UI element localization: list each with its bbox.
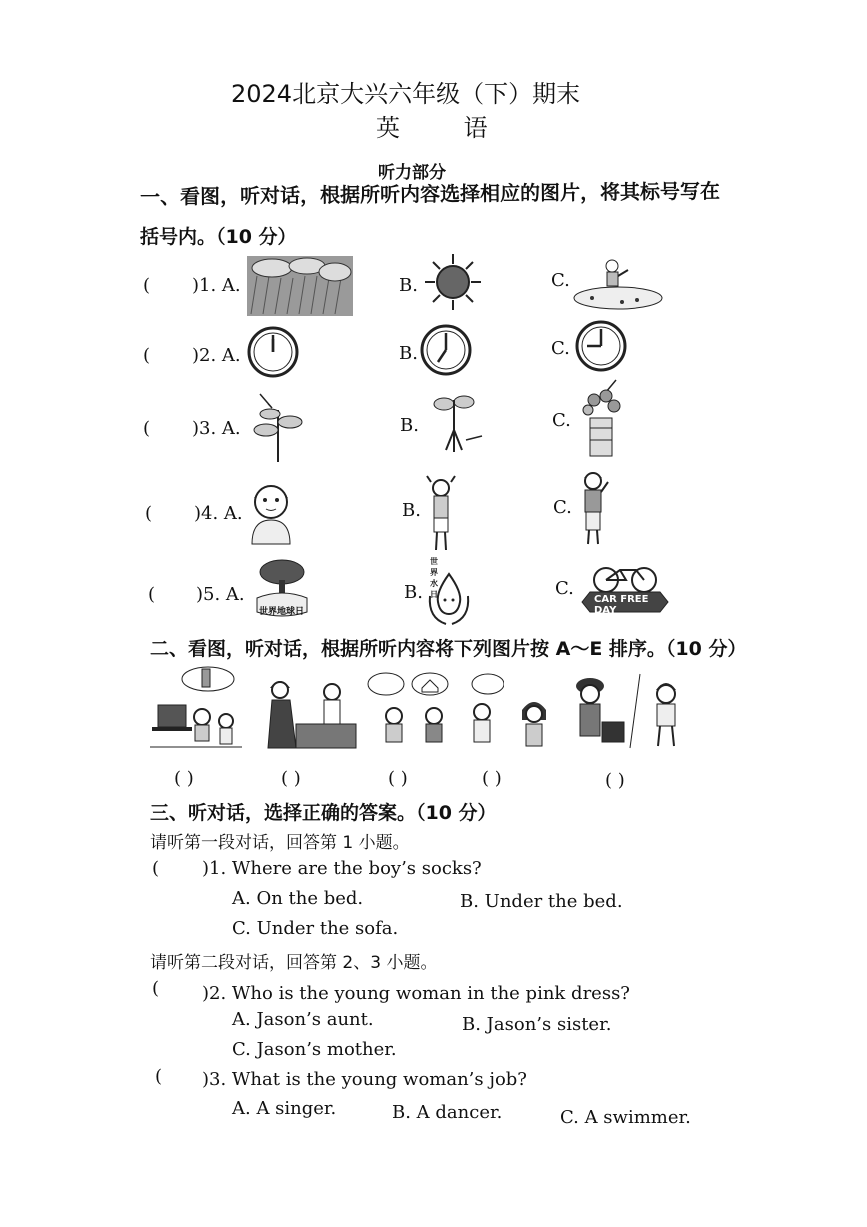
boy-face-picture[interactable] <box>246 476 296 546</box>
question-2-label: )2. A. <box>192 345 241 366</box>
clock-7-picture[interactable] <box>420 324 472 376</box>
dialog-2-prompt: 请听第二段对话，回答第 2、3 小题。 <box>150 953 438 973</box>
earth-day-tree-picture[interactable] <box>253 558 311 622</box>
scene-4-picture[interactable] <box>514 696 554 754</box>
option-c-label: C. <box>551 270 570 291</box>
q3-option-b[interactable]: B. A dancer. <box>392 1102 503 1123</box>
boy-standing-picture[interactable] <box>576 468 610 546</box>
page-title: 2024北京大兴六年级（下）期末 <box>231 80 581 108</box>
question-4-label: )4. A. <box>194 503 243 524</box>
water-day-label: 世界水日 <box>430 557 438 599</box>
part1-instruction: 一、看图，听对话，根据所听内容选择相应的图片，将其标号写在 <box>139 178 721 209</box>
q3-option-c[interactable]: C. A swimmer. <box>560 1107 691 1128</box>
sun-picture[interactable] <box>423 252 483 312</box>
answer-paren[interactable]: ( <box>143 345 151 366</box>
option-b-label: B. <box>400 415 419 436</box>
q2-option-b[interactable]: B. Jason’s sister. <box>462 1014 612 1035</box>
dialog-1-prompt: 请听第一段对话，回答第 1 小题。 <box>150 833 410 853</box>
option-c-label: C. <box>553 497 572 518</box>
part2-instruction: 二、看图，听对话，根据所听内容将下列图片按 A～E 排序。（10 分） <box>150 638 747 660</box>
q1-option-a[interactable]: A. On the bed. <box>232 888 364 909</box>
question-3-text: )3. What is the young woman’s job? <box>202 1069 527 1090</box>
option-b-label: B. <box>404 582 423 603</box>
option-b-label: B. <box>399 343 418 364</box>
answer-paren[interactable]: ( <box>152 858 160 879</box>
scene-3-picture[interactable] <box>364 670 504 752</box>
option-c-label: C. <box>552 410 571 431</box>
scene-1-picture[interactable] <box>150 665 242 751</box>
answer-paren[interactable]: ( <box>155 1066 163 1087</box>
q1-option-b[interactable]: B. Under the bed. <box>460 891 623 912</box>
girl-hands-up-picture[interactable] <box>423 474 459 554</box>
answer-bracket[interactable]: ( ) <box>605 770 625 791</box>
question-1-text: )1. Where are the boy’s socks? <box>202 858 482 879</box>
scene-5-picture[interactable] <box>570 672 700 752</box>
question-5-label: )5. A. <box>196 584 245 605</box>
option-b-label: B. <box>402 500 421 521</box>
answer-paren[interactable]: ( <box>143 418 151 439</box>
answer-paren[interactable]: ( <box>148 584 156 605</box>
plant-leaf-picture[interactable] <box>248 392 308 464</box>
q2-option-c[interactable]: C. Jason’s mother. <box>232 1039 397 1060</box>
answer-bracket[interactable]: ( ) <box>482 768 502 789</box>
clock-12-picture[interactable] <box>247 326 299 378</box>
part3-instruction: 三、听对话，选择正确的答案。（10 分） <box>150 802 497 824</box>
q1-option-c[interactable]: C. Under the sofa. <box>232 918 399 939</box>
q3-option-a[interactable]: A. A singer. <box>232 1098 337 1119</box>
q2-option-a[interactable]: A. Jason’s aunt. <box>232 1009 374 1030</box>
flower-vase-picture[interactable] <box>576 378 626 458</box>
question-3-label: )3. A. <box>192 418 241 439</box>
earth-day-label: 世界地球日 <box>259 607 305 617</box>
answer-paren[interactable]: ( <box>145 503 153 524</box>
scene-2-picture[interactable] <box>262 674 358 752</box>
plant-root-picture[interactable] <box>424 390 484 456</box>
option-c-label: C. <box>551 338 570 359</box>
option-b-label: B. <box>399 275 418 296</box>
answer-bracket[interactable]: ( ) <box>388 768 408 789</box>
answer-bracket[interactable]: ( ) <box>281 768 301 789</box>
question-2-text: )2. Who is the young woman in the pink dress? <box>202 983 630 1004</box>
listening-heading: 听力部分 <box>378 163 446 183</box>
question-1-label: )1. A. <box>192 275 241 296</box>
girl-on-island-picture[interactable] <box>572 258 664 310</box>
option-c-label: C. <box>555 578 574 599</box>
car-free-day-picture[interactable] <box>580 562 670 618</box>
answer-bracket[interactable]: ( ) <box>174 768 194 789</box>
rain-clouds-picture[interactable] <box>247 256 353 316</box>
clock-9-picture[interactable] <box>575 320 627 372</box>
answer-paren[interactable]: ( <box>143 275 151 296</box>
subject-title: 英 语 <box>376 114 516 142</box>
part1-instruction-2: 括号内。（10 分） <box>140 226 297 248</box>
car-free-label: CAR FREE DAY <box>594 594 649 616</box>
answer-paren[interactable]: ( <box>152 978 160 999</box>
